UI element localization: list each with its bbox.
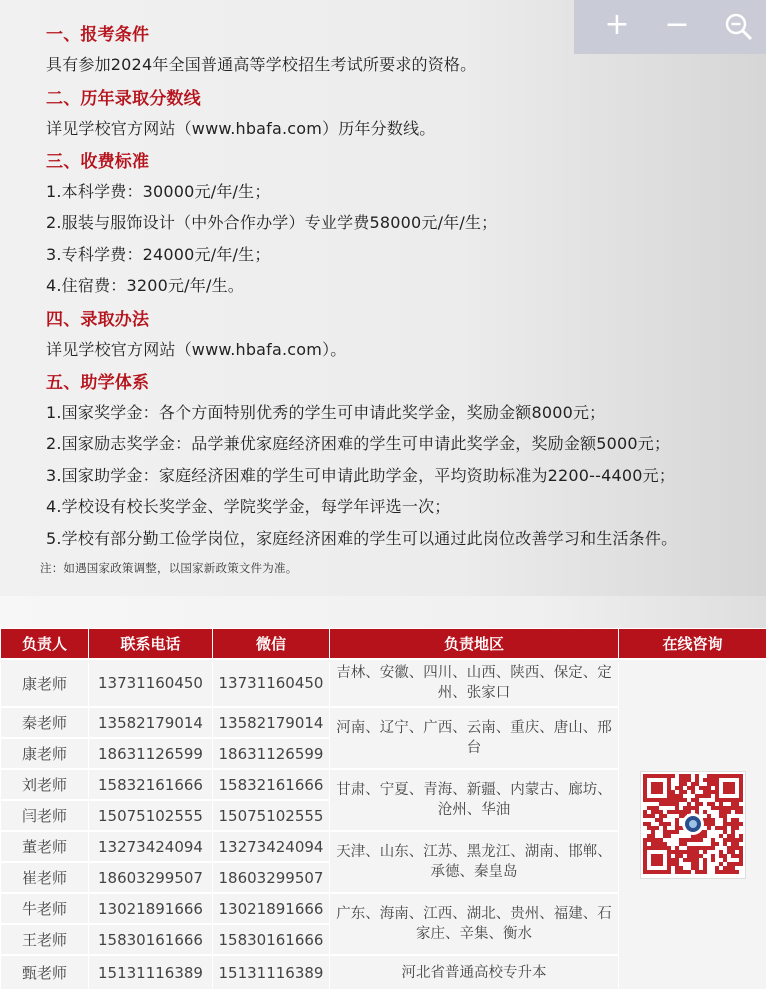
- contact-region: 甘肃、宁夏、青海、新疆、内蒙古、廊坊、沧州、华油: [330, 769, 619, 831]
- contact-phone: 15830161666: [89, 924, 213, 955]
- contact-wechat: 15131116389: [213, 955, 330, 990]
- body-text: 2.服装与服饰设计（中外合作办学）专业学费58000元/年/生；: [46, 210, 497, 233]
- contact-table: [0, 628, 766, 990]
- section-heading: 五、助学体系: [46, 368, 149, 393]
- contact-region: 河北省普通高校专升本: [330, 955, 619, 990]
- body-text: 3.专科学费：24000元/年/生；: [46, 242, 271, 265]
- policy-note: 注：如遇国家政策调整，以国家新政策文件为准。: [40, 560, 297, 576]
- contact-wechat: 13273424094: [213, 831, 330, 862]
- header-region: 负责地区: [330, 629, 619, 660]
- contact-name: 崔老师: [1, 862, 89, 893]
- zoom-in-button[interactable]: +: [588, 0, 646, 54]
- contact-phone: 18603299507: [89, 862, 213, 893]
- body-text: 具有参加2024年全国普通高等学校招生考试所要求的资格。: [46, 52, 476, 75]
- body-text: 4.学校设有校长奖学金、学院奖学金，每学年评选一次；: [46, 494, 450, 517]
- contact-phone: 15075102555: [89, 800, 213, 831]
- contact-name: 董老师: [1, 831, 89, 862]
- contact-phone: 18631126599: [89, 738, 213, 769]
- body-text: 1.国家奖学金：各个方面特别优秀的学生可申请此奖学金，奖励金额8000元；: [46, 400, 605, 423]
- contact-phone: 13273424094: [89, 831, 213, 862]
- table-header-row: [1, 629, 766, 660]
- section-heading: 四、录取办法: [46, 305, 149, 330]
- contact-wechat: 13021891666: [213, 893, 330, 924]
- contact-region: 河南、辽宁、广西、云南、重庆、唐山、邢台: [330, 707, 619, 769]
- contact-wechat: 15830161666: [213, 924, 330, 955]
- contact-wechat: 13731160450: [213, 659, 330, 707]
- section-heading: 三、收费标准: [46, 147, 149, 172]
- zoom-toolbar: [574, 0, 766, 54]
- body-text: 2.国家励志奖学金：品学兼优家庭经济困难的学生可申请此奖学金，奖励金额5000元；: [46, 431, 670, 454]
- body-text: 1.本科学费：30000元/年/生；: [46, 179, 271, 202]
- body-text: 5.学校有部分勤工俭学岗位，家庭经济困难的学生可以通过此岗位改善学习和生活条件。: [46, 526, 677, 549]
- contact-phone: 13731160450: [89, 659, 213, 707]
- header-wechat: 微信: [213, 629, 330, 660]
- header-phone: 联系电话: [89, 629, 213, 660]
- contact-wechat: 15832161666: [213, 769, 330, 800]
- contact-phone: 13582179014: [89, 707, 213, 738]
- contact-phone: 15832161666: [89, 769, 213, 800]
- contact-region: 天津、山东、江苏、黑龙江、湖南、邯郸、承德、秦皇岛: [330, 831, 619, 893]
- contact-name: 王老师: [1, 924, 89, 955]
- table-row: [1, 659, 766, 707]
- contact-wechat: 15075102555: [213, 800, 330, 831]
- section-heading: 二、历年录取分数线: [46, 84, 201, 109]
- contact-region: 吉林、安徽、四川、山西、陕西、保定、定州、张家口: [330, 659, 619, 707]
- magnifier-icon: [724, 12, 754, 42]
- body-text: 3.国家助学金：家庭经济困难的学生可申请此助学金，平均资助标准为2200--4400元；: [46, 463, 675, 486]
- header-consult: 在线咨询: [619, 629, 766, 660]
- contact-name: 秦老师: [1, 707, 89, 738]
- header-contact-person: 负责人: [1, 629, 89, 660]
- body-text: 4.住宿费：3200元/年/生。: [46, 273, 244, 296]
- contact-name: 牛老师: [1, 893, 89, 924]
- contact-name: 康老师: [1, 738, 89, 769]
- online-consult-cell: [619, 659, 766, 990]
- body-text: 详见学校官方网站（www.hbafa.com）。: [46, 337, 346, 360]
- qr-code-icon[interactable]: [640, 771, 746, 879]
- zoom-out-button[interactable]: −: [648, 0, 706, 54]
- section-divider: [0, 596, 766, 628]
- contact-name: 刘老师: [1, 769, 89, 800]
- section-heading: 一、报考条件: [46, 20, 149, 45]
- contact-phone: 13021891666: [89, 893, 213, 924]
- contact-wechat: 18631126599: [213, 738, 330, 769]
- contact-name: 康老师: [1, 659, 89, 707]
- contact-phone: 15131116389: [89, 955, 213, 990]
- contact-name: 闫老师: [1, 800, 89, 831]
- contact-name: 甄老师: [1, 955, 89, 990]
- contact-region: 广东、海南、江西、湖北、贵州、福建、石家庄、辛集、衡水: [330, 893, 619, 955]
- body-text: 详见学校官方网站（www.hbafa.com）历年分数线。: [46, 116, 435, 139]
- zoom-reset-button[interactable]: [710, 0, 766, 54]
- contact-wechat: 18603299507: [213, 862, 330, 893]
- contact-wechat: 13582179014: [213, 707, 330, 738]
